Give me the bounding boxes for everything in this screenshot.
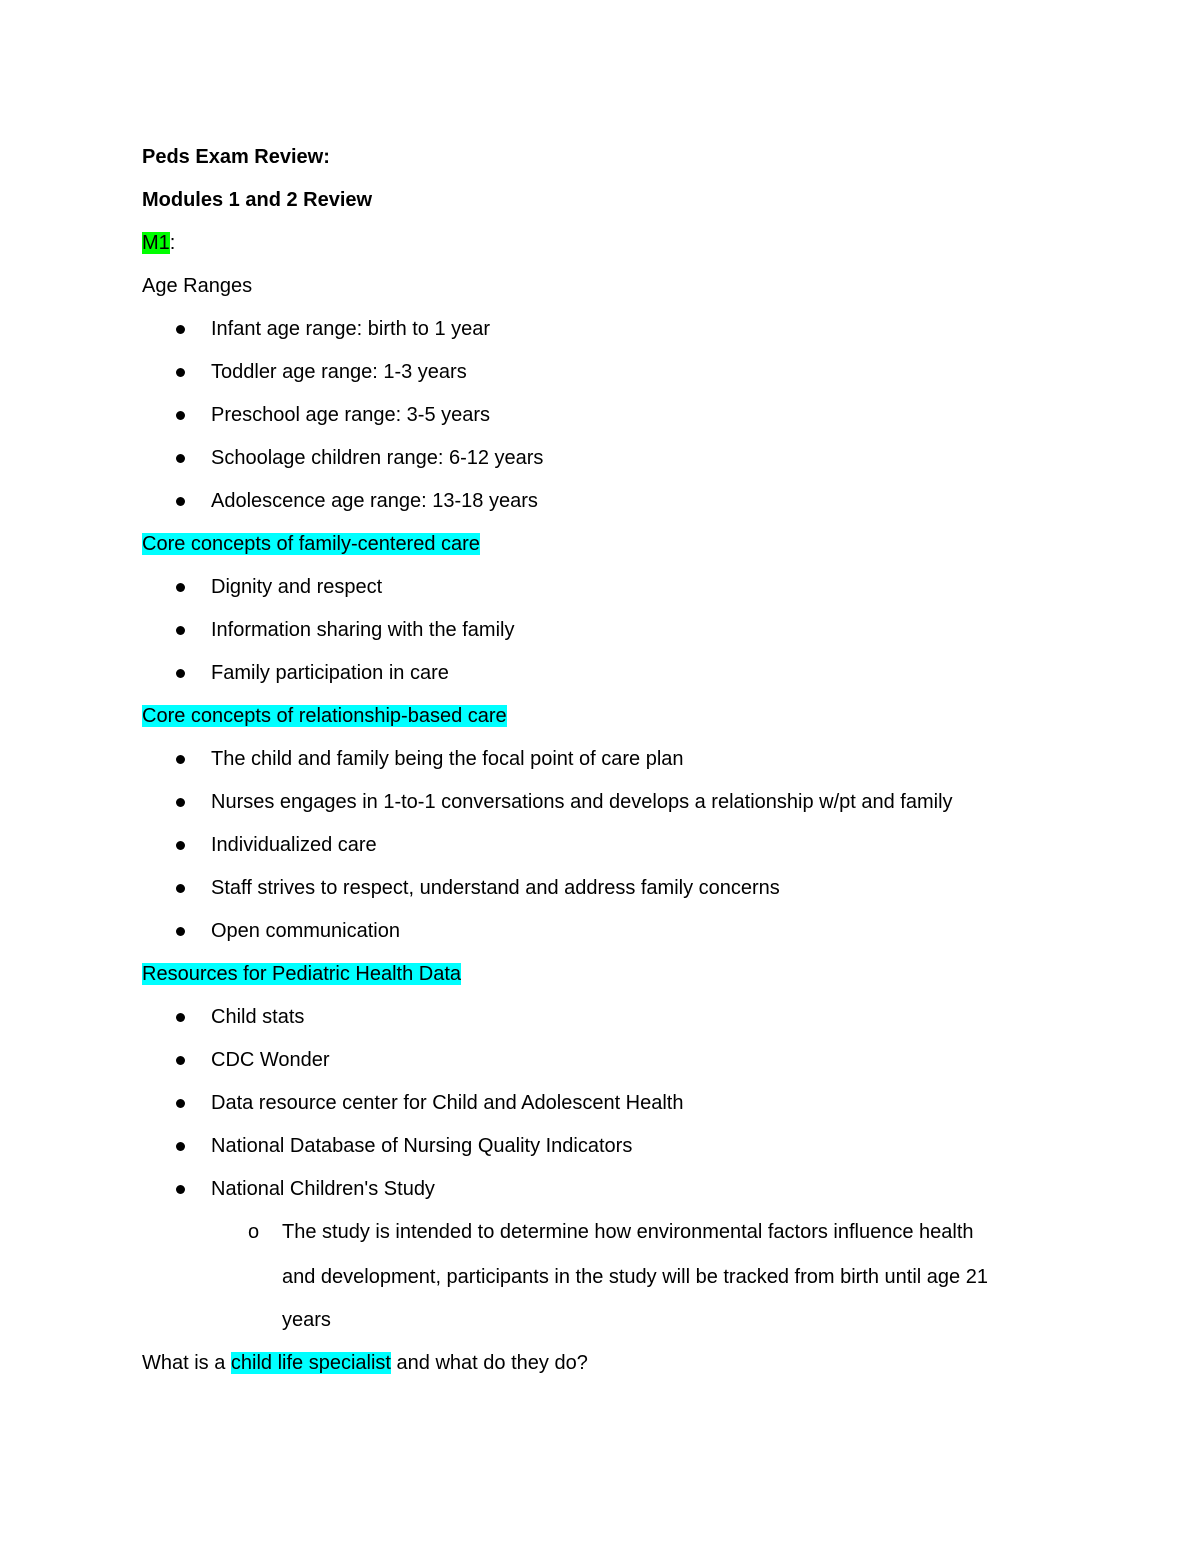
section-heading-family-centered xyxy=(142,531,480,557)
bullet-icon xyxy=(176,583,185,592)
bullet-icon xyxy=(176,669,185,678)
bullet-icon xyxy=(176,454,185,463)
bullet-icon xyxy=(176,884,185,893)
bullet-icon xyxy=(176,626,185,635)
list-item: Dignity and respect xyxy=(211,576,383,598)
list-item: Infant age range: birth to 1 year xyxy=(211,318,491,340)
list-item: Child stats xyxy=(211,1006,305,1028)
list-item: National Children's Study xyxy=(211,1178,435,1200)
bullet-icon xyxy=(176,927,185,936)
bullet-icon xyxy=(176,841,185,850)
bullet-icon xyxy=(176,1013,185,1022)
question-highlight: child life specialist xyxy=(230,1352,391,1374)
list-item: Individualized care xyxy=(211,834,377,856)
list-item: The child and family being the focal point of care plan xyxy=(211,748,684,770)
bullet-icon xyxy=(176,1185,185,1194)
section-heading-resources xyxy=(142,961,461,987)
sub-list-item-line: and development, participants in the study will be tracked from birth until age 21 xyxy=(282,1266,988,1288)
list-item: Family participation in care xyxy=(211,662,449,684)
list-item: Preschool age range: 3-5 years xyxy=(211,404,491,426)
list-item: Data resource center for Child and Adolescent Health xyxy=(211,1092,684,1114)
bullet-icon xyxy=(176,1099,185,1108)
list-item: National Database of Nursing Quality Indicators xyxy=(211,1135,633,1157)
bullet-icon xyxy=(176,798,185,807)
heading-highlight: Core concepts of relationship-based care xyxy=(142,705,507,727)
list-item: CDC Wonder xyxy=(211,1049,330,1071)
section-heading-relationship-based xyxy=(142,703,507,729)
heading-highlight: Resources for Pediatric Health Data xyxy=(142,963,462,985)
hollow-bullet-icon: o xyxy=(248,1221,260,1243)
bullet-icon xyxy=(176,1056,185,1065)
section-heading-age-ranges: Age Ranges xyxy=(142,275,253,297)
bullet-icon xyxy=(176,1142,185,1151)
page-subtitle: Modules 1 and 2 Review xyxy=(142,189,373,211)
list-item: Staff strives to respect, understand and address family concerns xyxy=(211,877,780,899)
module-tag-highlight: M1 xyxy=(142,232,170,254)
module-tag-suffix: : xyxy=(169,232,176,254)
bullet-icon xyxy=(176,325,185,334)
page-title: Peds Exam Review: xyxy=(142,146,330,168)
bullet-icon xyxy=(176,368,185,377)
list-item: Schoolage children range: 6-12 years xyxy=(211,447,544,469)
list-item: Toddler age range: 1-3 years xyxy=(211,361,467,383)
bullet-icon xyxy=(176,497,185,506)
bullet-icon xyxy=(176,755,185,764)
sub-list-item-line: The study is intended to determine how environmental factors influence health xyxy=(282,1221,974,1243)
list-item: Adolescence age range: 13-18 years xyxy=(211,490,538,512)
question-line xyxy=(142,1350,588,1376)
list-item: Open communication xyxy=(211,920,400,942)
question-suffix: and what do they do? xyxy=(391,1352,588,1374)
module-label xyxy=(142,230,175,256)
heading-highlight: Core concepts of family-centered care xyxy=(142,533,480,555)
bullet-icon xyxy=(176,411,185,420)
question-prefix: What is a xyxy=(142,1352,231,1374)
sub-list-item-line: years xyxy=(282,1309,331,1331)
list-item: Information sharing with the family xyxy=(211,619,515,641)
list-item: Nurses engages in 1-to-1 conversations and develops a relationship w/pt and family xyxy=(211,791,953,813)
